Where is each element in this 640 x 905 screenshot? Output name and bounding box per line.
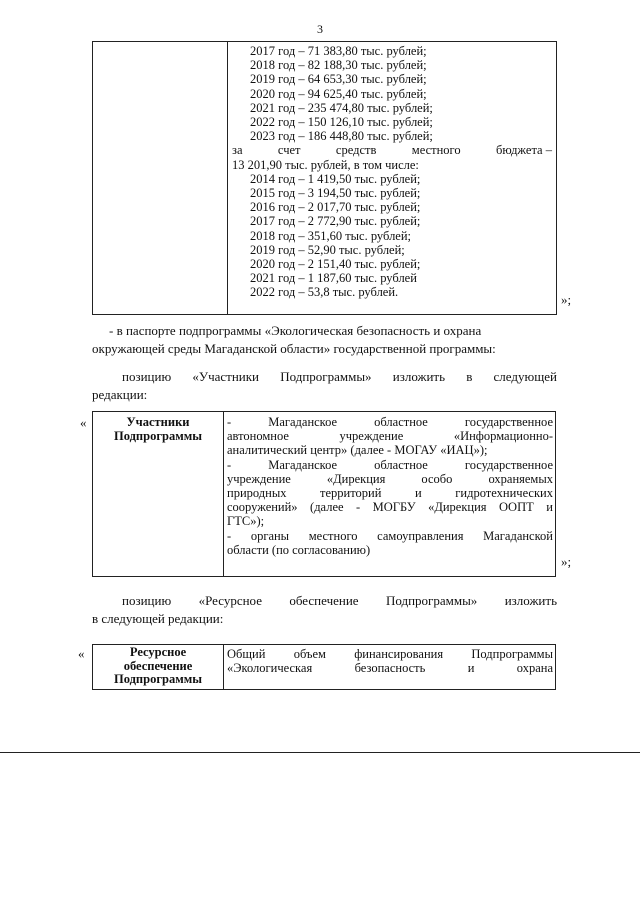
column-divider xyxy=(227,42,228,314)
word: территорий xyxy=(320,486,382,501)
cell-line xyxy=(227,661,553,675)
paragraph-line xyxy=(122,592,557,610)
closing-quote: »; xyxy=(561,292,572,307)
opening-quote: « xyxy=(80,415,87,430)
word: учреждение xyxy=(227,471,291,486)
local-line: 2021 год – 1 187,60 тыс. рублей xyxy=(250,271,417,286)
word: позицию xyxy=(122,593,172,608)
word: - xyxy=(227,528,232,543)
cell-line xyxy=(227,486,553,500)
word: «Информационно- xyxy=(453,429,553,444)
cell-line xyxy=(227,647,553,661)
word: позицию xyxy=(122,369,172,384)
word: охрана xyxy=(516,661,553,676)
participants-cell xyxy=(227,415,553,557)
resources-cell xyxy=(227,647,553,675)
word: Подпрограммы xyxy=(471,647,553,661)
word: - xyxy=(356,500,361,515)
word: местного xyxy=(411,143,461,158)
financing-cell xyxy=(232,44,552,300)
word: финансирования xyxy=(354,647,444,661)
local-budget-total: 13 201,90 тыс. рублей, в том числе: xyxy=(232,157,419,172)
participants-table xyxy=(92,411,556,577)
word: изложить xyxy=(392,369,446,384)
word: областное xyxy=(374,457,428,472)
word: «Экологическая xyxy=(227,661,313,676)
paragraph-resources xyxy=(122,592,557,610)
financing-line: 2017 год – 71 383,80 тыс. рублей; xyxy=(250,44,427,58)
closing-quote: »; xyxy=(561,554,572,569)
word: средств xyxy=(335,143,377,158)
word: Магаданское xyxy=(268,457,338,472)
word: «Дирекция xyxy=(428,500,487,515)
word: изложить xyxy=(504,593,557,608)
cell-line: ГТС»); xyxy=(227,514,265,529)
word: - xyxy=(227,457,232,472)
word: государственное xyxy=(464,415,553,429)
local-line: 2019 год – 52,90 тыс. рублей; xyxy=(250,242,405,257)
label-line: Подпрограммы xyxy=(113,672,202,686)
word: (далее xyxy=(310,500,344,515)
footer-rule xyxy=(0,752,640,753)
financing-line: 2020 год – 94 625,40 тыс. рублей; xyxy=(250,86,427,101)
word: ООПТ xyxy=(499,500,534,515)
paragraph-passport xyxy=(109,322,557,340)
cell-line: области (по согласованию) xyxy=(227,542,371,557)
word: следующей xyxy=(493,369,557,384)
word: гидротехнических xyxy=(455,486,553,501)
paragraph-passport-cont xyxy=(92,340,557,358)
word: МОГБУ xyxy=(372,500,416,515)
word: - xyxy=(227,415,232,429)
word: особо xyxy=(421,471,453,486)
financing-line: 2019 год – 64 653,30 тыс. рублей; xyxy=(250,72,427,87)
paragraph-resources-cont xyxy=(92,610,223,628)
word: государственное xyxy=(464,457,553,472)
cell-line xyxy=(227,415,553,429)
word: обеспечение xyxy=(289,593,359,608)
financing-line: 2021 год – 235 474,80 тыс. рублей; xyxy=(250,100,433,115)
word: учреждение xyxy=(339,429,404,444)
financing-table xyxy=(92,41,557,315)
word: и xyxy=(467,661,475,676)
label-line: Участники xyxy=(126,415,190,429)
paragraph-participants-cont xyxy=(92,386,147,404)
word: природных xyxy=(227,486,287,501)
word: областное xyxy=(374,415,428,429)
word: счет xyxy=(277,143,301,158)
word: сооружений» xyxy=(227,500,298,515)
cell-line xyxy=(227,500,553,514)
cell-line xyxy=(227,458,553,472)
word: «Участники xyxy=(192,369,260,384)
cell-line xyxy=(227,529,553,543)
word: Подпрограммы» xyxy=(280,369,372,384)
word: и xyxy=(546,500,553,515)
financing-line: 2023 год – 186 448,80 тыс. рублей; xyxy=(250,129,433,144)
paragraph-line: окружающей среды Магаданской области» государственной программы: xyxy=(92,341,496,356)
page-number: 3 xyxy=(317,22,323,36)
local-line: 2018 год – 351,60 тыс. рублей; xyxy=(250,228,412,243)
word: охраняемых xyxy=(488,471,553,486)
local-line: 2022 год – 53,8 тыс. рублей. xyxy=(250,285,399,300)
paragraph-line xyxy=(122,368,557,386)
word: органы xyxy=(250,528,290,543)
participants-label xyxy=(93,415,223,443)
word: Магаданской xyxy=(483,528,553,543)
label-line: обеспечение xyxy=(123,658,193,673)
word: Магаданское xyxy=(268,415,338,429)
financing-line: 2018 год – 82 188,30 тыс. рублей; xyxy=(250,58,427,73)
word: самоуправления xyxy=(377,528,464,543)
paragraph-line: - в паспорте подпрограммы «Экологическая безопасность и охрана xyxy=(109,323,482,338)
local-line: 2014 год – 1 419,50 тыс. рублей; xyxy=(250,171,421,186)
paragraph-participants xyxy=(122,368,557,386)
label-line: Подпрограммы xyxy=(113,429,202,443)
label-line: Ресурсное xyxy=(129,645,187,659)
local-budget-heading xyxy=(232,143,552,157)
word: объем xyxy=(293,647,326,661)
local-line: 2020 год – 2 151,40 тыс. рублей; xyxy=(250,257,421,272)
local-line: 2017 год – 2 772,90 тыс. рублей; xyxy=(250,214,421,229)
cell-line: аналитический центр» (далее - МОГАУ «ИАЦ»); xyxy=(227,443,488,458)
word: и xyxy=(415,486,422,501)
paragraph-line: редакции: xyxy=(92,387,148,402)
opening-quote: « xyxy=(78,646,85,661)
word: за xyxy=(232,143,243,158)
word: в xyxy=(466,369,473,384)
column-divider xyxy=(223,645,224,689)
cell-line xyxy=(227,472,553,486)
word: безопасность xyxy=(354,661,426,676)
column-divider xyxy=(223,412,224,576)
word: «Дирекция xyxy=(326,471,386,486)
word: местного xyxy=(308,528,358,543)
resources-label xyxy=(93,646,223,687)
local-line: 2015 год – 3 194,50 тыс. рублей; xyxy=(250,186,421,201)
local-line: 2016 год – 2 017,70 тыс. рублей; xyxy=(250,200,421,215)
word: Подпрограммы» xyxy=(385,593,478,608)
word: бюджета – xyxy=(496,143,552,158)
word: автономное xyxy=(227,429,289,444)
financing-line: 2022 год – 150 126,10 тыс. рублей; xyxy=(250,115,433,130)
word: «Ресурсное xyxy=(198,593,262,608)
cell-line xyxy=(227,429,553,443)
paragraph-line: в следующей редакции: xyxy=(92,611,224,626)
resources-table xyxy=(92,644,556,690)
word: Общий xyxy=(227,647,266,661)
